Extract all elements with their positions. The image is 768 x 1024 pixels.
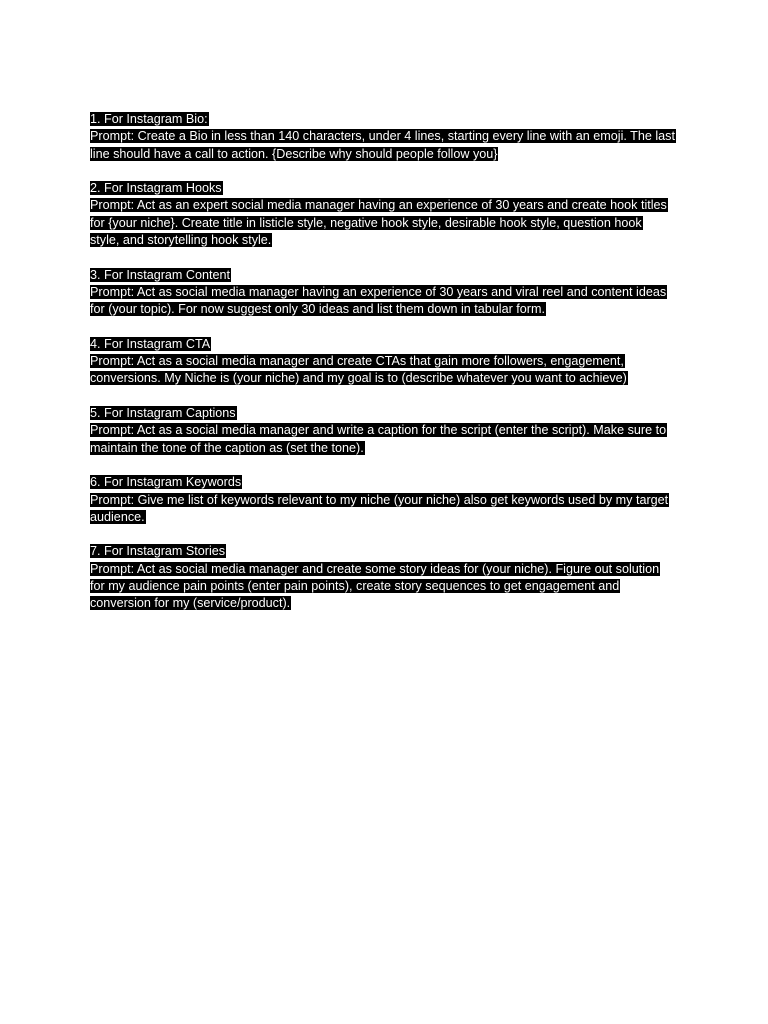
prompt-line: for my audience pain points (enter pain points), create story sequences to get engagement and bbox=[90, 579, 620, 594]
section-heading: 3. For Instagram Content bbox=[90, 267, 230, 282]
prompt-line: audience. bbox=[90, 509, 145, 524]
prompt-line: conversion for my (service/product). bbox=[90, 596, 291, 611]
section-heading: 6. For Instagram Keywords bbox=[90, 475, 242, 490]
section-content bbox=[90, 267, 680, 319]
section-cta bbox=[90, 336, 680, 388]
section-heading: 2. For Instagram Hooks bbox=[90, 181, 222, 196]
prompt-line: Prompt: Act as social media manager having an experience of 30 years and viral reel and content ideas bbox=[90, 284, 667, 299]
section-heading: 4. For Instagram CTA bbox=[90, 336, 211, 351]
prompt-line: for (your topic). For now suggest only 30 ideas and list them down in tabular form. bbox=[90, 302, 545, 317]
section-hooks bbox=[90, 180, 680, 249]
prompt-line: Prompt: Act as social media manager and create some story ideas for (your niche). Figure out solution bbox=[90, 561, 660, 576]
section-heading: 5. For Instagram Captions bbox=[90, 406, 236, 421]
prompt-line: Prompt: Give me list of keywords relevant to my niche (your niche) also get keywords used by my target bbox=[90, 492, 669, 507]
section-heading: 1. For Instagram Bio: bbox=[90, 112, 208, 126]
section-stories bbox=[90, 543, 680, 612]
prompt-line: Prompt: Act as an expert social media manager having an experience of 30 years and create hook titles bbox=[90, 198, 667, 213]
section-keywords bbox=[90, 474, 680, 526]
prompt-line: maintain the tone of the caption as (set the tone). bbox=[90, 440, 364, 455]
prompt-line: Prompt: Create a Bio in less than 140 characters, under 4 lines, starting every line with an emoji. The last bbox=[90, 129, 675, 144]
prompt-line: conversions. My Niche is (your niche) and my goal is to (describe whatever you want to achieve) bbox=[90, 371, 627, 386]
prompt-line: line should have a call to action. {Describe why should people follow you} bbox=[90, 146, 498, 161]
prompt-line: style, and storytelling hook style. bbox=[90, 233, 272, 248]
section-captions bbox=[90, 405, 680, 457]
document-body bbox=[90, 111, 680, 630]
section-heading: 7. For Instagram Stories bbox=[90, 544, 226, 559]
prompt-line: for {your niche}. Create title in listicle style, negative hook style, desirable hook style, question hook bbox=[90, 215, 642, 230]
prompt-line: Prompt: Act as a social media manager and write a caption for the script (enter the script). Make sure to bbox=[90, 423, 667, 438]
section-bio bbox=[90, 111, 680, 163]
prompt-line: Prompt: Act as a social media manager and create CTAs that gain more followers, engagement, bbox=[90, 354, 624, 369]
